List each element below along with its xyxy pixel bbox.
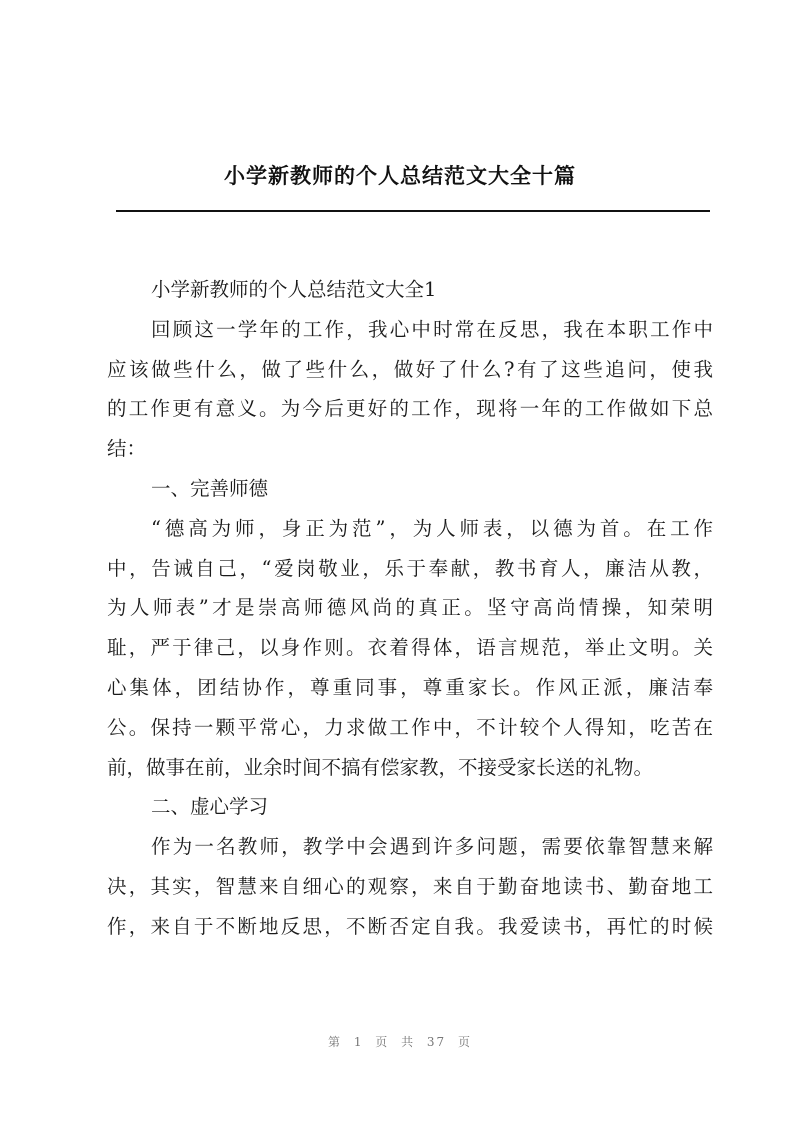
title-divider: [116, 210, 710, 212]
paragraph-line: 中，告诫自己，“爱岗敬业，乐于奉献，教书育人，廉洁从教，: [107, 556, 713, 580]
paragraph-line: 作，来自于不断地反思，不断否定自我。我爱读书，再忙的时候: [107, 914, 713, 938]
section-heading: 二、虚心学习: [151, 795, 269, 819]
section-heading: 小学新教师的个人总结范文大全1: [151, 278, 437, 301]
paragraph-line: “德高为师，身正为范”，为人师表，以德为首。在工作: [151, 516, 713, 540]
paragraph-line: 的工作更有意义。为今后更好的工作，现将一年的工作做如下总: [107, 397, 713, 421]
document-title: 小学新教师的个人总结范文大全十篇: [224, 164, 576, 188]
paragraph-line: 耻，严于律己，以身作则。衣着得体，语言规范，举止文明。关: [107, 636, 713, 660]
paragraph-line: 应该做些什么，做了些什么，做好了什么?有了这些追问，使我: [107, 357, 713, 381]
page-number-footer: 第 1 页 共 37 页: [328, 1035, 472, 1049]
document-body: [107, 270, 713, 947]
paragraph-line: 结：: [107, 437, 147, 461]
paragraph-line: 公。保持一颗平常心，力求做工作中，不计较个人得知，吃苦在: [107, 715, 713, 739]
paragraph-line: 前，做事在前，业余时间不搞有偿家教，不接受家长送的礼物。: [107, 755, 654, 779]
paragraph-line: 作为一名教师，教学中会遇到许多问题，需要依靠智慧来解: [151, 835, 713, 859]
paragraph-line: 心集体，团结协作，尊重同事，尊重家长。作风正派，廉洁奉: [107, 675, 713, 699]
paragraph-line: 决，其实，智慧来自细心的观察，来自于勤奋地读书、勤奋地工: [107, 874, 713, 898]
section-heading: 一、完善师德: [151, 476, 269, 500]
paragraph-line: 回顾这一学年的工作，我心中时常在反思，我在本职工作中: [151, 317, 713, 341]
paragraph-line: 为人师表”才是崇高师德风尚的真正。坚守高尚情操，知荣明: [107, 596, 713, 620]
